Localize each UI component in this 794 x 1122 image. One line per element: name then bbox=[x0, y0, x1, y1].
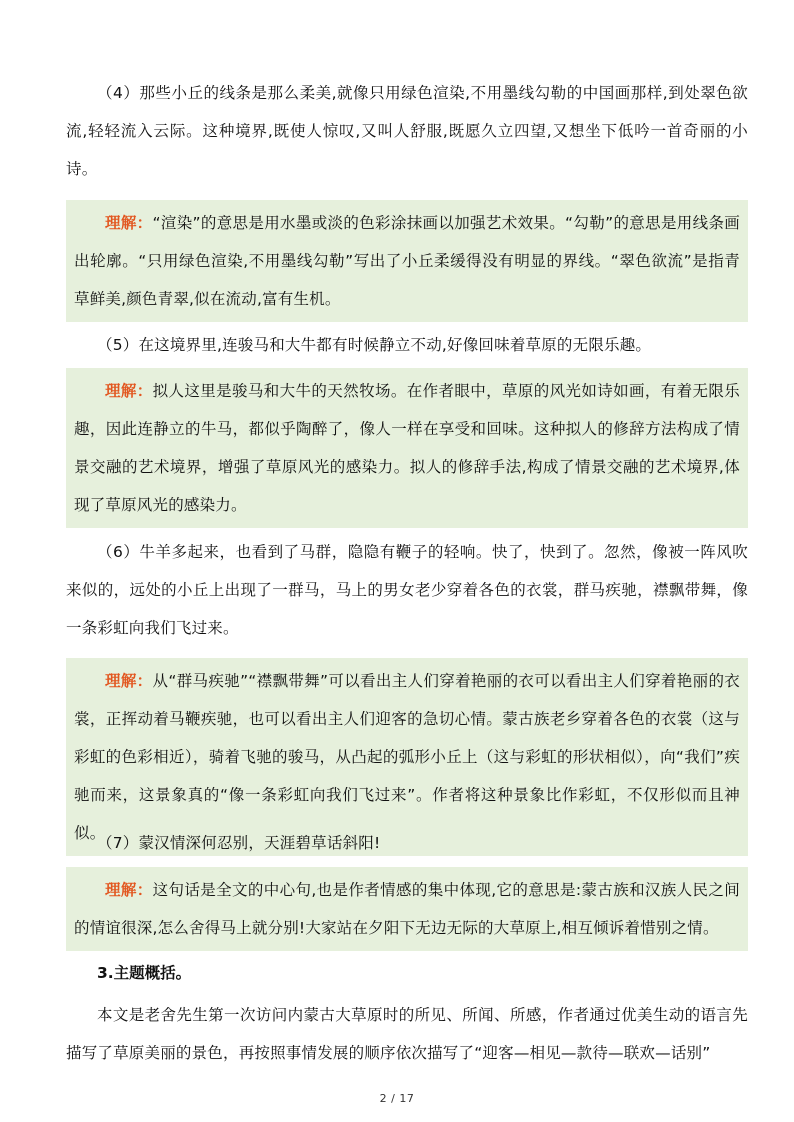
paragraph-5 bbox=[66, 326, 748, 364]
paragraph-4-text: （4）那些小丘的线条是那么柔美,就像只用绿色渲染,不用墨线勾勒的中国画那样,到处翠色欲流,轻轻流入云际。这种境界,既使人惊叹,又叫人舒服,既愿久立四望,又想坐下低吟一首奇丽的小诗。 bbox=[66, 84, 748, 178]
paragraph-5-text: （5）在这境界里,连骏马和大牛都有时候静立不动,好像回味着草原的无限乐趣。 bbox=[97, 336, 652, 354]
note-4 bbox=[66, 200, 748, 322]
paragraph-6 bbox=[66, 533, 748, 647]
note-5-text: 拟人这里是骏马和大牛的天然牧场。在作者眼中，草原的风光如诗如画，有着无限乐趣，因此连静立的牛马，都似乎陶醉了，像人一样在享受和回味。这种拟人的修辞方法构成了情景交融的艺术境界，增强了草原风光的感染力。拟人的修辞手法,构成了情景交融的艺术境界,体现了草原风光的感染力。 bbox=[74, 382, 740, 514]
note-label: 理解： bbox=[105, 672, 153, 690]
note-label: 理解： bbox=[105, 881, 153, 899]
paragraph-4 bbox=[66, 74, 748, 188]
paragraph-7 bbox=[66, 824, 748, 862]
note-label: 理解： bbox=[105, 382, 153, 400]
section-theme bbox=[66, 954, 748, 1072]
section-summary: 本文是老舍先生第一次访问内蒙古大草原时的所见、所闻、所感，作者通过优美生动的语言先描写了草原美丽的景色，再按照事情发展的顺序依次描写了“迎客—相见—款待—联欢—话别” bbox=[66, 1006, 748, 1062]
paragraph-6-text: （6）牛羊多起来，也看到了马群，隐隐有鞭子的轻响。快了，快到了。忽然，像被一阵风吹来似的，远处的小丘上出现了一群马，马上的男女老少穿着各色的衣裳，群马疾驰，襟飘带舞，像一条彩虹向我们飞过来。 bbox=[66, 543, 748, 637]
section-heading: 3.主题概括。 bbox=[97, 964, 192, 982]
note-label: 理解： bbox=[105, 214, 153, 232]
page-number: 2 / 17 bbox=[379, 1092, 415, 1105]
paragraph-7-text: （7）蒙汉情深何忍别，天涯碧草话斜阳! bbox=[97, 834, 381, 852]
note-5 bbox=[66, 368, 748, 528]
note-7-text: 这句话是全文的中心句,也是作者情感的集中体现,它的意思是:蒙古族和汉族人民之间的情谊很深,怎么舍得马上就分别!大家站在夕阳下无边无际的大草原上,相互倾诉着惜别之情。 bbox=[74, 881, 740, 937]
note-4-text: “渲染”的意思是用水墨或淡的色彩涂抹画以加强艺术效果。“勾勒”的意思是用线条画出轮廓。“只用绿色渲染,不用墨线勾勒”写出了小丘柔缓得没有明显的界线。“翠色欲流”是指青草鲜美,颜色青翠,似在流动,富有生机。 bbox=[74, 214, 740, 308]
note-7 bbox=[66, 867, 748, 951]
note-6-text: 从“群马疾驰”“襟飘带舞”可以看出主人们穿着艳丽的衣可以看出主人们穿着艳丽的衣裳，正挥动着马鞭疾驰，也可以看出主人们迎客的急切心情。蒙古族老乡穿着各色的衣裳（这与彩虹的色彩相近），骑着飞驰的骏马，从凸起的弧形小丘上（这与彩虹的形状相似），向“我们”疾驰而来，这景象真的“像一条彩虹向我们飞过来”。作者将这种景象比作彩虹，不仅形似而且神似。 bbox=[74, 672, 740, 842]
